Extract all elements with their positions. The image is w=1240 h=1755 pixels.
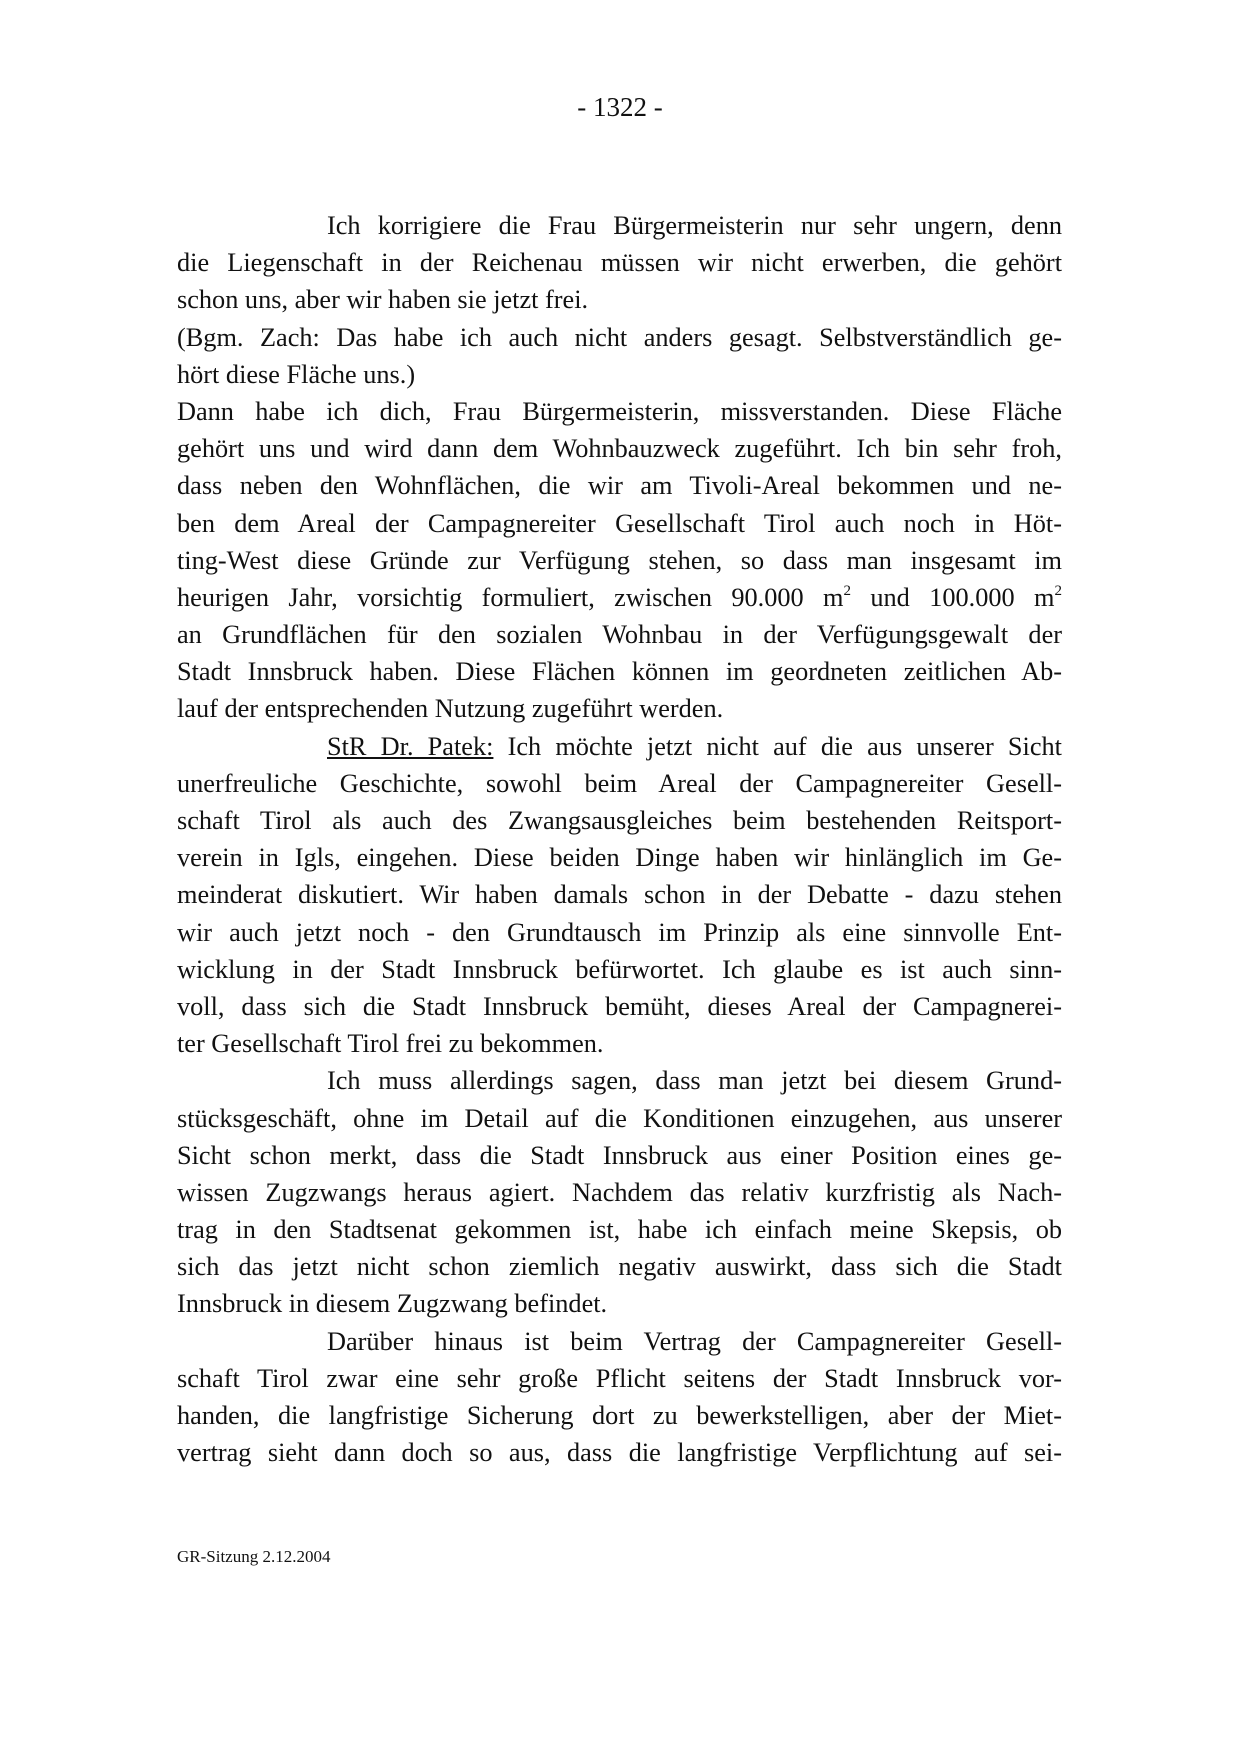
line-text: Darüber hinaus ist beim Vertrag der Campagnereiter Gesell- <box>327 1326 1062 1356</box>
text-line <box>177 1174 1062 1211</box>
footer-session-date: GR-Sitzung 2.12.2004 <box>177 1547 331 1566</box>
line-text: trag in den Stadtsenat gekommen ist, habe ich einfach meine Skepsis, ob <box>177 1215 1062 1245</box>
line-text: vertrag sieht dann doch so aus, dass die langfristige Verpflichtung auf sei- <box>177 1438 1062 1468</box>
line-text: wicklung in der Stadt Innsbruck befürwortet. Ich glaube es ist auch sinn- <box>177 954 1062 984</box>
superscript: 2 <box>1054 582 1062 599</box>
line-text: schon uns, aber wir haben sie jetzt frei. <box>177 285 589 315</box>
text-line <box>177 1025 1062 1062</box>
text-line <box>177 839 1062 876</box>
text-line <box>177 728 1062 765</box>
text-line <box>177 616 1062 653</box>
text-line <box>177 1323 1062 1360</box>
line-text: Ich korrigiere die Frau Bürgermeisterin nur sehr ungern, denn <box>327 211 1062 240</box>
text-line <box>177 356 1062 393</box>
text-line <box>177 1137 1062 1174</box>
line-text: Innsbruck in diesem Zugzwang befindet. <box>177 1289 608 1319</box>
text-line <box>177 542 1062 579</box>
line-text: hört diese Fläche uns.) <box>177 359 416 389</box>
speaker-name: StR Dr. Patek: <box>327 731 494 761</box>
line-text: unerfreuliche Geschichte, sowohl beim Areal der Campagnereiter Gesell- <box>177 768 1062 798</box>
line-text: verein in Igls, eingehen. Diese beiden Dinge haben wir hinlänglich im Ge- <box>177 843 1062 873</box>
text-line <box>177 951 1062 988</box>
text-line <box>177 690 1062 727</box>
text-line <box>177 1062 1062 1099</box>
text-line <box>177 1248 1062 1285</box>
line-text: Stadt Innsbruck haben. Diese Flächen können im geordneten zeitlichen Ab- <box>177 657 1062 687</box>
line-text: voll, dass sich die Stadt Innsbruck bemüht, dieses Areal der Campagnerei- <box>177 991 1062 1021</box>
line-text: Ich möchte jetzt nicht auf die aus unserer Sicht <box>493 731 1062 761</box>
text-line <box>177 430 1062 467</box>
text-line <box>177 1397 1062 1434</box>
line-text: heurigen Jahr, vorsichtig formuliert, zwischen 90.000 m <box>177 582 844 612</box>
body-text <box>177 207 1062 1471</box>
line-text: handen, die langfristige Sicherung dort zu bewerkstelligen, aber der Miet- <box>177 1401 1062 1430</box>
line-text: dass neben den Wohnflächen, die wir am Tivoli-Areal bekommen und ne- <box>177 471 1062 501</box>
line-text: sich das jetzt nicht schon ziemlich negativ auswirkt, dass sich die Stadt <box>177 1252 1062 1282</box>
text-line <box>177 1211 1062 1248</box>
line-text: (Bgm. Zach: Das habe ich auch nicht anders gesagt. Selbstverständlich ge- <box>177 322 1062 352</box>
text-line <box>177 1360 1062 1397</box>
line-text: die Liegenschaft in der Reichenau müssen wir nicht erwerben, die gehört <box>177 248 1062 278</box>
line-text: Sicht schon merkt, dass die Stadt Innsbruck aus einer Position eines ge- <box>177 1140 1062 1170</box>
line-text: meinderat diskutiert. Wir haben damals schon in der Debatte - dazu stehen <box>177 880 1062 910</box>
text-line <box>177 876 1062 913</box>
text-line <box>177 914 1062 951</box>
superscript: 2 <box>843 582 852 599</box>
text-line <box>177 467 1062 504</box>
text-line <box>177 505 1062 542</box>
line-text: ben dem Areal der Campagnereiter Gesellschaft Tirol auch noch in Höt- <box>177 508 1062 538</box>
line-text: wissen Zugzwangs heraus agiert. Nachdem das relativ kurzfristig als Nach- <box>177 1177 1062 1207</box>
line-text: stücksgeschäft, ohne im Detail auf die Konditionen einzugehen, aus unserer <box>177 1103 1062 1133</box>
text-line <box>177 1285 1062 1322</box>
text-line <box>177 393 1062 430</box>
line-text: gehört uns und wird dann dem Wohnbauzweck zugeführt. Ich bin sehr froh, <box>177 434 1062 464</box>
line-text: ter Gesellschaft Tirol frei zu bekommen. <box>177 1029 604 1059</box>
text-line <box>177 1434 1062 1471</box>
line-text: ting-West diese Gründe zur Verfügung stehen, so dass man insgesamt im <box>177 545 1062 575</box>
text-line <box>177 244 1062 281</box>
text-line <box>177 319 1062 356</box>
text-line <box>177 653 1062 690</box>
line-text: Ich muss allerdings sagen, dass man jetzt bei diesem Grund- <box>327 1066 1062 1096</box>
line-text: lauf der entsprechenden Nutzung zugeführt werden. <box>177 694 724 724</box>
text-line <box>177 207 1062 244</box>
text-line <box>177 1100 1062 1137</box>
line-text: schaft Tirol zwar eine sehr große Pflicht seitens der Stadt Innsbruck vor- <box>177 1363 1062 1393</box>
line-text: Dann habe ich dich, Frau Bürgermeisterin, missverstanden. Diese Fläche <box>177 396 1062 426</box>
line-text: und 100.000 m <box>851 582 1055 612</box>
page-number: - 1322 - <box>577 92 663 122</box>
line-text: an Grundflächen für den sozialen Wohnbau in der Verfügungsgewalt der <box>177 620 1062 650</box>
text-line <box>177 802 1062 839</box>
text-line <box>177 988 1062 1025</box>
line-text: wir auch jetzt noch - den Grundtausch im Prinzip als eine sinnvolle Ent- <box>177 917 1062 947</box>
line-text: schaft Tirol als auch des Zwangsausgleiches beim bestehenden Reitsport- <box>177 806 1062 835</box>
text-line <box>177 281 1062 318</box>
text-line <box>177 579 1062 616</box>
text-line <box>177 765 1062 802</box>
